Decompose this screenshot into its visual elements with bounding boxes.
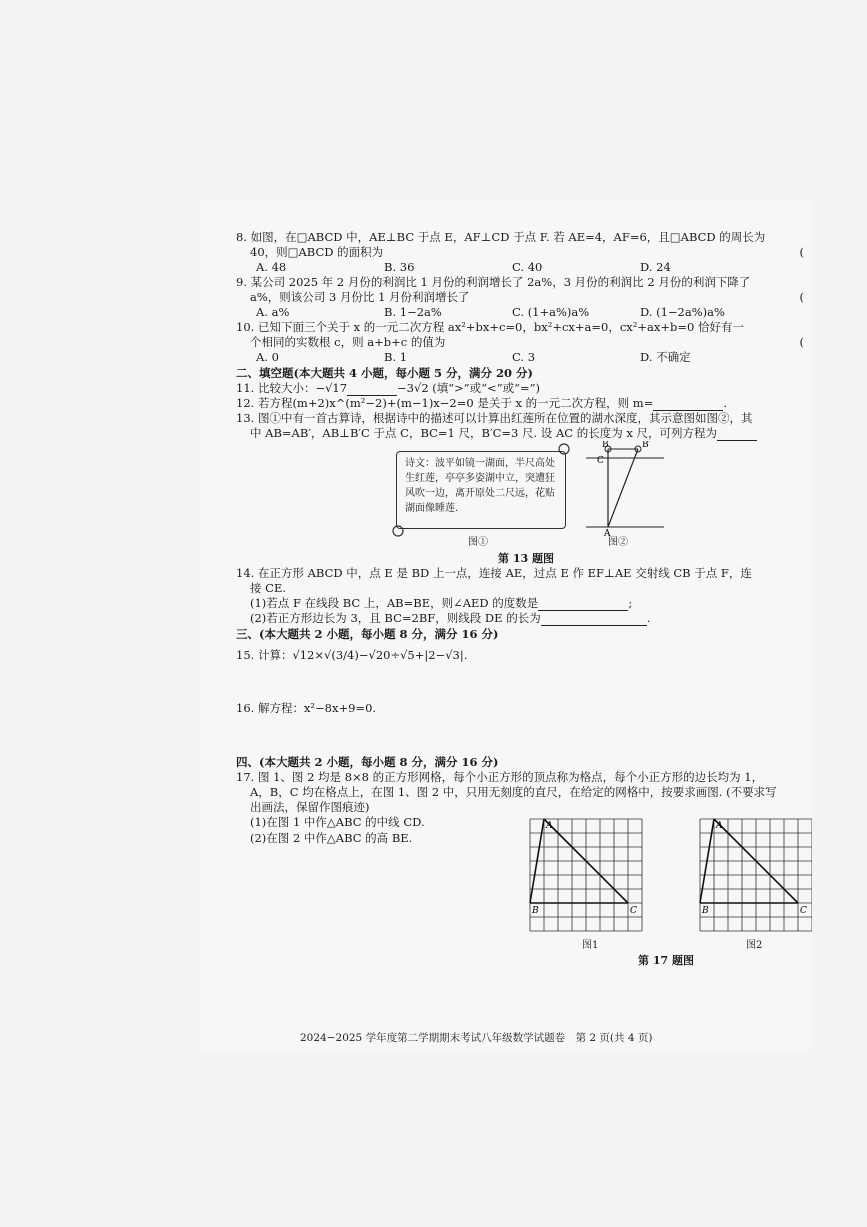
- q10-option-c[interactable]: C. 3: [512, 350, 536, 364]
- q10-option-a[interactable]: A. 0: [256, 350, 279, 364]
- vertex-label-c: C: [800, 906, 807, 916]
- q17-sub1: (1)在图 1 中作△ABC 的中线 CD.: [250, 815, 425, 829]
- q12: 12. 若方程(m+2)x^(m²−2)+(m−1)x−2=0 是关于 x 的一元二次方程，则 m= .: [236, 396, 727, 410]
- q13-poem-scroll: 诗文：波平如镜一湖面，半尺高处生红莲，亭亭多姿湖中立，突遭狂风吹一边，离开原处二尺远，花贴湖面像睡莲.: [396, 451, 566, 529]
- label-a: A: [604, 529, 611, 536]
- q17-line2: A，B，C 均在格点上，在图 1、图 2 中，只用无刻度的直尺，在给定的网格中，按要求画图. (不要求写: [250, 785, 777, 799]
- q14-line2: 接 CE.: [250, 581, 287, 595]
- q10-answer-paren: (: [799, 335, 804, 349]
- q10-option-b[interactable]: B. 1: [384, 350, 408, 364]
- label-b: B: [602, 441, 609, 450]
- q10-line2: 个相同的实数根 c，则 a+b+c 的值为 (: [250, 335, 804, 349]
- q14-sub2-blank[interactable]: [541, 613, 647, 626]
- q17-figure-title: 第 17 题图: [638, 954, 694, 967]
- q9-line1: 9. 某公司 2025 年 2 月份的利润比 1 月份的利润增长了 2a%，3 月份的利润比 2 月份的利润下降了: [236, 275, 751, 289]
- q17-figures: [236, 815, 812, 985]
- q14-sub2: (2)若正方形边长为 3，且 BC=2BF，则线段 DE 的长为 .: [250, 611, 651, 625]
- q12-answer-blank[interactable]: [653, 398, 723, 411]
- q13-fig2-caption: 图②: [608, 537, 628, 548]
- q17-fig2-caption: 图2: [746, 940, 763, 951]
- q15: 15. 计算：√12×√(3/4)−√20÷√5+|2−√3|.: [236, 648, 468, 662]
- q9-option-a[interactable]: A. a%: [256, 305, 290, 319]
- exam-content: [236, 230, 812, 985]
- q8-option-c[interactable]: C. 40: [512, 260, 543, 274]
- q17-fig1-caption: 图1: [582, 940, 599, 951]
- q8-option-d[interactable]: D. 24: [640, 260, 671, 274]
- q17-line1: 17. 图 1、图 2 均是 8×8 的正方形网格，每个小正方形的顶点称为格点，每个小正方形的边长均为 1，: [236, 770, 764, 784]
- q13-figure: [236, 441, 812, 551]
- vertex-label-c: C: [630, 906, 637, 916]
- q8-line1: 8. 如图，在□ABCD 中，AE⊥BC 于点 E，AF⊥CD 于点 F. 若 AE=4，AF=6，且□ABCD 的周长为: [236, 230, 766, 244]
- scroll-top-curl: [559, 444, 569, 454]
- q10-option-d[interactable]: D. 不确定: [640, 350, 691, 364]
- vertex-label-a: A: [716, 821, 723, 831]
- q9-line2: a%，则该公司 3 月份比 1 月份利润增长了 (: [250, 290, 804, 304]
- q13-line2: 中 AB=AB′，AB⊥B′C 于点 C，BC=1 尺，B′C=3 尺. 设 AC 的长度为 x 尺，可列方程为: [236, 426, 812, 441]
- q9-options: [236, 305, 812, 320]
- q8-option-a[interactable]: A. 48: [256, 260, 287, 274]
- q11: 11. 比较大小：−√17 −3√2 (填“>”或“<”或“=”): [236, 381, 540, 395]
- label-bp: B′: [642, 441, 651, 450]
- q9-option-c[interactable]: C. (1+a%)a%: [512, 305, 590, 319]
- q13-scroll-ornaments: [386, 441, 586, 541]
- q13-fig1-caption: 图①: [468, 537, 488, 548]
- q17-sub2: (2)在图 2 中作△ABC 的高 BE.: [250, 831, 413, 845]
- q9-answer-paren: (: [799, 290, 804, 304]
- section-3-heading: 三、(本大题共 2 小题，每小题 8 分，满分 16 分): [236, 627, 499, 641]
- q17-grid-figure-2: [696, 815, 812, 935]
- q8-options: [236, 260, 812, 275]
- vertex-label-a: A: [546, 821, 553, 831]
- q11-answer-blank[interactable]: [347, 383, 397, 396]
- segment-abp: [608, 449, 638, 527]
- q13-lake-diagram: [586, 441, 666, 536]
- q14-sub1-blank[interactable]: [538, 598, 628, 611]
- vertex-label-b: B: [702, 906, 709, 916]
- q8-answer-paren: (: [799, 245, 804, 259]
- q9-option-b[interactable]: B. 1−2a%: [384, 305, 442, 319]
- q9-option-d[interactable]: D. (1−2a%)a%: [640, 305, 725, 319]
- q17-line3: 出画法，保留作图痕迹): [250, 800, 370, 814]
- vertex-label-b: B: [532, 906, 539, 916]
- exam-page: [200, 200, 812, 1050]
- q13-line1: 13. 图①中有一首古算诗，根据诗中的描述可以计算出红莲所在位置的湖水深度，其示意图如图②，其: [236, 411, 753, 425]
- q10-options: [236, 350, 812, 365]
- q8-option-b[interactable]: B. 36: [384, 260, 415, 274]
- q10-line1: 10. 已知下面三个关于 x 的一元二次方程 ax²+bx+c=0，bx²+cx+a=0，cx²+ax+b=0 恰好有一: [236, 320, 744, 334]
- q13-answer-blank[interactable]: [717, 428, 757, 441]
- label-c: C: [597, 456, 604, 466]
- q14-sub1: (1)若点 F 在线段 BC 上，AB=BE，则∠AED 的度数是 ;: [250, 596, 633, 610]
- q16: 16. 解方程：x²−8x+9=0.: [236, 701, 377, 715]
- q8-line2: 40，则□ABCD 的面积为 (: [250, 245, 804, 259]
- q13-figure-title: 第 13 题图: [498, 552, 554, 565]
- q14-line1: 14. 在正方形 ABCD 中，点 E 是 BD 上一点，连接 AE，过点 E 作 EF⊥AE 交射线 CB 于点 F，连: [236, 566, 752, 580]
- section-2-heading: 二、填空题(本大题共 4 小题，每小题 5 分，满分 20 分): [236, 366, 533, 380]
- section-4-heading: 四、(本大题共 2 小题，每小题 8 分，满分 16 分): [236, 755, 499, 769]
- page-footer: 2024−2025 学年度第二学期期末考试八年级数学试题卷 第 2 页(共 4 页): [300, 1032, 653, 1044]
- q17-grid-figure-1: [526, 815, 646, 935]
- scroll-bottom-curl: [393, 526, 403, 536]
